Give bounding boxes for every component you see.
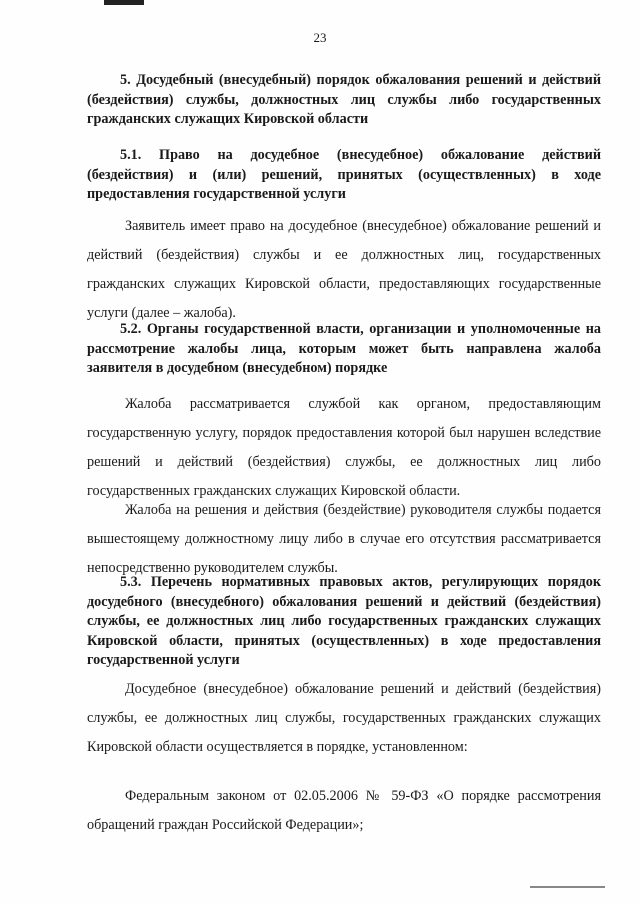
scan-mark-top (104, 0, 144, 5)
section-5-2-paragraph-2: Жалоба на решения и действия (бездействие) руководителя службы подается вышестоящему должностному лицу либо в случае его отсутствия рассматривается непосредственно руководителем службы. (87, 502, 601, 576)
section-5-1-title: 5.1. Право на досудебное (внесудебное) обжалование действий (бездействия) и (или) решений, принятых (осуществленных) в ходе предоставления государственной услуги (87, 147, 601, 202)
section-5-3-paragraph-2: Федеральным законом от 02.05.2006 № 59-ФЗ «О порядке рассмотрения обращений граждан Российской Федерации»; (87, 788, 601, 833)
section-5-3-title: 5.3. Перечень нормативных правовых актов, регулирующих порядок досудебного (внесудебного) обжалования решений и действий (бездействия) службы, ее должностных лиц либо государственных гражданских служащих Кировской области, принятых (осуществленных) в ходе предоставления государственной услуги (87, 574, 601, 668)
scan-mark-bottom (530, 886, 605, 888)
section-5-title: 5. Досудебный (внесудебный) порядок обжалования решений и действий (бездействия) службы, должностных лиц службы либо государственных гражданских служащих Кировской области (87, 72, 601, 127)
section-5-2-paragraph-1: Жалоба рассматривается службой как органом, предоставляющим государственную услугу, порядок предоставления которой был нарушен вследствие решений и действий (бездействия) службы, ее должностных лиц либо государственных гражданских служащих Кировской области. (87, 396, 601, 499)
section-5-1-paragraph: Заявитель имеет право на досудебное (внесудебное) обжалование решений и действий (бездействия) службы и ее должностных лиц, государственных гражданских служащих Кировской области, предоставляющих государственные услуги (далее – жалоба). (87, 218, 601, 321)
page-number: 23 (313, 30, 327, 45)
section-5-3-paragraph-1: Досудебное (внесудебное) обжалование решений и действий (бездействия) службы, ее должностных лиц службы, государственных гражданских служащих Кировской области осуществляется в порядке, установленном: (87, 681, 601, 755)
section-5-2-title: 5.2. Органы государственной власти, организации и уполномоченные на рассмотрение жалобы лица, которым может быть направлена жалоба заявителя в досудебном (внесудебном) порядке (87, 321, 601, 376)
